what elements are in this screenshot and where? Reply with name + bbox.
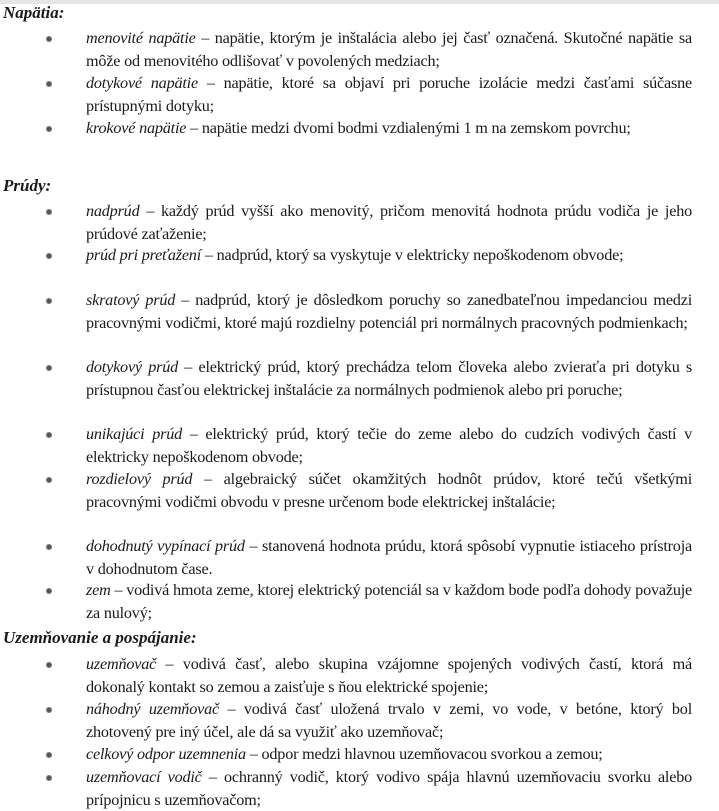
- section-title-uzemnovanie: Uzemňovanie a pospájanie:: [3, 628, 197, 647]
- bullet-icon: [46, 81, 52, 87]
- definition: – vodivá časť, alebo skupina vzájomne spojených vodivých častí, ktorá má dokonalý kontakt so zemou a zaisťuje s ňou elektrické spojenie;: [86, 655, 692, 696]
- bullet-icon: [46, 36, 52, 42]
- definition: – napätie, ktoré sa objaví pri poruche izolácie medzi časťami súčasne prístupnými dotyku;: [86, 74, 693, 115]
- bullet-icon: [46, 253, 52, 259]
- bullet-icon: [46, 544, 52, 550]
- term: dotykový prúd: [86, 358, 178, 376]
- term: menovité napätie: [86, 29, 196, 47]
- bullet-icon: [46, 298, 52, 304]
- bullet-icon: [46, 365, 52, 371]
- definition: – elektrický prúd, ktorý prechádza telom človeka alebo zvieraťa pri dotyku s prístupnou časťou elektrickej inštalácie za normálnych podmienok alebo pri poruche;: [86, 358, 692, 399]
- section-title-prudy: Prúdy:: [3, 176, 52, 195]
- bullet-icon: [46, 209, 52, 215]
- bullet-icon: [46, 432, 52, 438]
- definition: – stanovená hodnota prúdu, ktorá spôsobí vypnutie istiaceho prístroja v dohodnutom čase.: [86, 537, 692, 578]
- term: skratový prúd: [86, 291, 176, 309]
- term: celkový odpor uzemnenia: [86, 745, 246, 763]
- definition: – napätie medzi dvomi bodmi vzdialenými 1 m na zemskom povrchu;: [186, 119, 631, 137]
- bullet-icon: [46, 126, 52, 132]
- term: dohodnutý vypínací prúd: [86, 537, 245, 555]
- bullet-icon: [46, 707, 52, 713]
- term: nadprúd: [86, 202, 140, 220]
- definition: – nadprúd, ktorý je dôsledkom poruchy so zanedbateľnou impedanciou medzi pracovnými vodičmi, ktoré majú rozdielny potenciál pri normálnych pracovných podmienkach;: [86, 291, 692, 332]
- term: rozdielový prúd: [86, 470, 193, 488]
- term: náhodný uzemňovač: [86, 700, 219, 718]
- page-top-edge: [0, 0, 719, 4]
- definition: – ochranný vodič, ktorý vodivo spája hlavnú uzemňovaciu svorku alebo prípojnicu s uzemňovačom;: [86, 768, 692, 809]
- section-title-napatia: Napätia:: [3, 3, 65, 22]
- term: uzemňovací vodič: [86, 768, 202, 786]
- term: dotykové napätie: [86, 74, 198, 92]
- bullet-icon: [46, 588, 52, 594]
- definition: – nadprúd, ktorý sa vyskytuje v elektricky nepoškodenom obvode;: [201, 246, 624, 264]
- term: uzemňovač: [86, 655, 157, 673]
- definition: – odpor medzi hlavnou uzemňovacou svorkou a zemou;: [245, 745, 603, 763]
- definition: – vodivá hmota zeme, ktorej elektrický potenciál sa v každom bode podľa dohody považuje za nulový;: [86, 581, 692, 622]
- definition: – elektrický prúd, ktorý tečie do zeme alebo do cudzích vodivých častí v elektricky nepoškodenom obvode;: [86, 425, 692, 466]
- definition: – napätie, ktorým je inštalácia alebo jej časť označená. Skutočné napätie sa môže od menovitého odlišovať v povolených medziach;: [86, 29, 692, 70]
- bullet-icon: [46, 752, 52, 758]
- bullet-icon: [46, 662, 52, 668]
- bullet-icon: [46, 477, 52, 483]
- term: krokové napätie: [86, 119, 187, 137]
- bullet-icon: [46, 775, 52, 781]
- term: prúd pri preťažení: [86, 246, 201, 264]
- term: unikajúci prúd: [86, 425, 182, 443]
- term: zem: [86, 581, 111, 599]
- definition: – vodivá časť uložená trvalo v zemi, vo vode, v betóne, ktorý bol zhotovený pre iný účel, ale dá sa využiť ako uzemňovač;: [86, 700, 692, 741]
- definition: – algebraický súčet okamžitých hodnôt prúdov, ktoré tečú všetkými pracovnými vodičmi obvodu v presne určenom bode elektrickej inštalácie;: [86, 470, 692, 511]
- definition: – každý prúd vyšší ako menovitý, pričom menovitá hodnota prúdu vodiča je jeho prúdové zaťaženie;: [86, 202, 692, 243]
